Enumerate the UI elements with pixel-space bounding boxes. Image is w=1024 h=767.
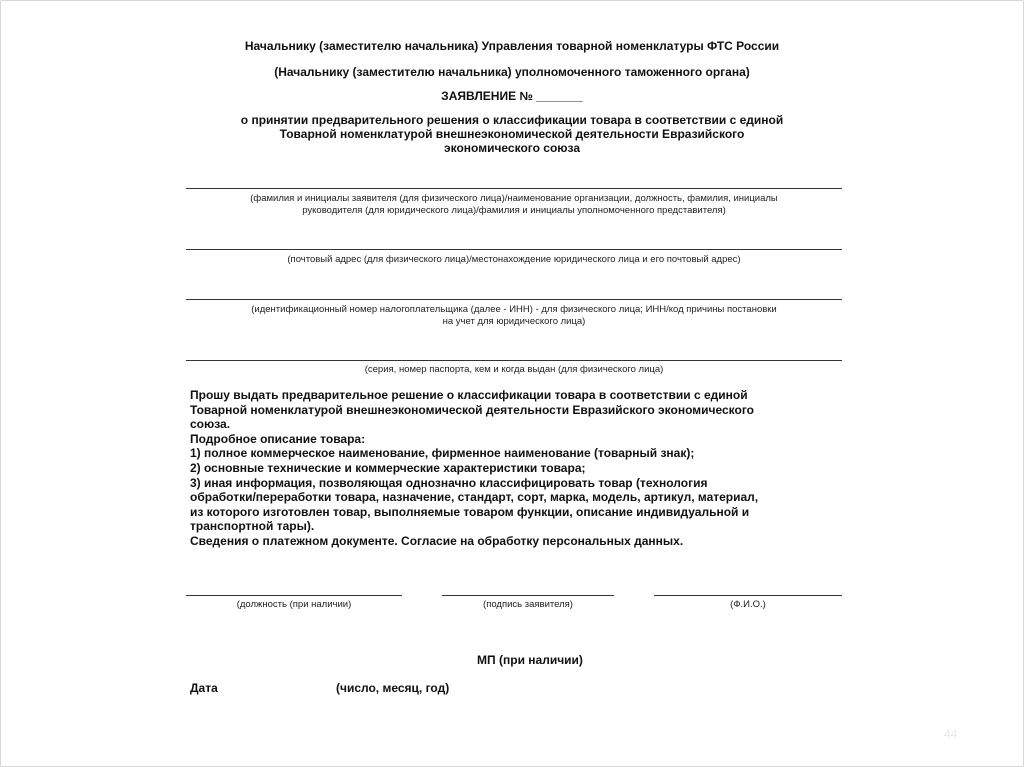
- position-caption: (должность (при наличии): [236, 599, 352, 610]
- page-number: 44: [944, 727, 958, 741]
- addressee-line-2: (Начальнику (заместителю начальника) уполномоченного таможенного органа): [274, 65, 750, 79]
- passport-caption: (серия, номер паспорта, кем и когда выдан (для физического лица): [364, 364, 664, 375]
- passport-line: [186, 360, 842, 361]
- date-format: (число, месяц, год): [336, 681, 450, 695]
- position-line: [186, 595, 402, 596]
- inn-caption: (идентификационный номер налогоплательщика (далее - ИНН) - для физического лица; ИНН/код причины постановки на учет для юридического лица): [251, 304, 777, 327]
- name-caption: (Ф.И.О.): [730, 599, 766, 610]
- applicant-line: [186, 188, 842, 189]
- date-label: Дата: [190, 681, 218, 695]
- application-subheading: о принятии предварительного решения о классификации товара в соответствии с единой Товарной номенклатурой внешнеэкономической деятельности Евразийского экономического союза: [240, 113, 784, 155]
- applicant-caption: (фамилия и инициалы заявителя (для физического лица)/наименование организации, должность, фамилия, инициалы руководителя (для юридического лица)/фамилия и инициалы уполномоченного представителя): [250, 193, 778, 216]
- address-caption: (почтовый адрес (для физического лица)/местонахождение юридического лица и его почтовый адрес): [287, 254, 741, 265]
- request-body: Прошу выдать предварительное решение о классификации товара в соответствии с единой Товарной номенклатурой внешнеэкономической деятельности Евразийского экономического союза. Подробное описание товара: 1) полное коммерческое наименование, фирменное наименование (товарный знак); 2) основные технические и коммерческие характеристики товара; 3) иная информация, позволяющая однозначно классифицировать товар (технология обработки/переработки товара, назначение, стандарт, сорт, марка, модель, артикул, материал, из которого изготовлен товар, выполняемые товаром функции, описание индивидуальной и транспортной тары). Сведения о платежном документе. Согласие на обработку персональных данных.: [190, 388, 759, 548]
- name-line: [654, 595, 842, 596]
- address-line: [186, 249, 842, 250]
- signature-line: [442, 595, 614, 596]
- stamp-label: МП (при наличии): [477, 653, 583, 667]
- application-heading: ЗАЯВЛЕНИЕ № _______: [441, 89, 583, 103]
- addressee-line-1: Начальнику (заместителю начальника) Управления товарной номенклатуры ФТС России: [244, 39, 780, 53]
- signature-caption: (подпись заявителя): [483, 599, 573, 610]
- inn-line: [186, 299, 842, 300]
